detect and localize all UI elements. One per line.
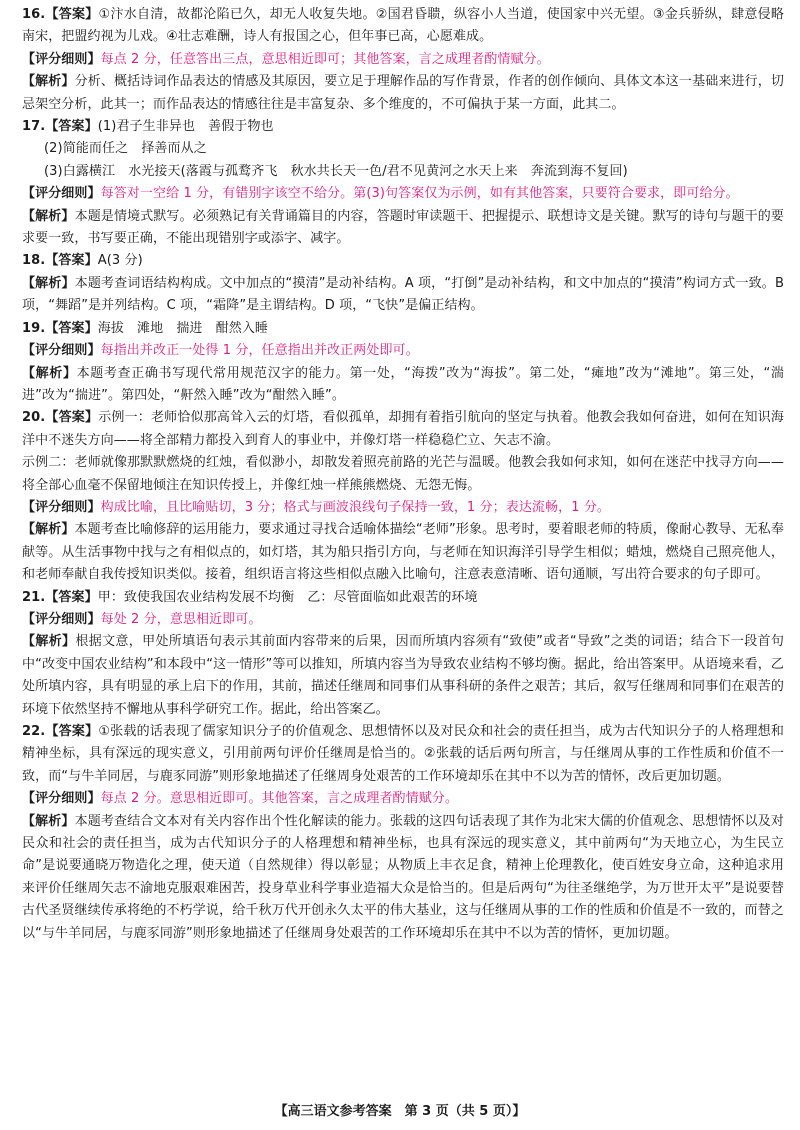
analysis-text: 本题是情境式默写。必须熟记有关背诵篇目的内容，答题时审读题干、把握提示、联想诗文是关键。默写的诗句与题干的要求要一致，书写要正确，不能出现错别字或添字、减字。: [22, 208, 784, 247]
analysis-tag: 【解析】: [22, 365, 77, 381]
analysis-text: 根据文意，甲处所填语句表示其前面内容带来的后果，因而所填内容须有“致使”或者“导致”之类的词语；结合下一段首句中“改变中国农业结构”和本段中“这一情形”等可以推知，所填内容当为导致农业结构不够均衡。据此，给出答案甲。从语境来看，乙处所填内容，具有明显的承上启下的作用，其前，描述任继周和同事们从事科研的条件之艰苦；其后，叙写任继周和同事们在艰苦的环境下依然坚持不懈地从事科学研究工作。据此，给出答案乙。: [22, 634, 784, 717]
answer-tag: 16.【答案】: [22, 7, 99, 22]
q20-example-2: 示例二：老师就像那默默燃烧的红烛，看似渺小，却散发着照亮前路的光芒与温暖。他教会我如何求知，如何在迷茫中找寻方向——将全部心血毫不保留地倾注在知识传授上，并像红烛一样熊熊燃烧、无怨无悔。: [22, 455, 784, 493]
q20-answer: [22, 407, 784, 452]
scoring-text: 每指出并改正一处得 1 分，任意指出并改正两处即可。: [100, 343, 419, 359]
answer-text: 示例一：老师恰似那高耸入云的灯塔，看似孤单，却拥有着指引航向的坚定与执着。他教会我如何奋进，如何在知识海洋中不迷失方向——将全部精力都投入到育人的事业中，并像灯塔一样稳稳伫立、矢志不渝。: [22, 410, 784, 448]
answer-line-1: (1)君子生非异也 善假于物也: [97, 119, 274, 135]
q19-answer: [22, 318, 784, 340]
answer-tag: 18.【答案】: [22, 253, 98, 269]
scoring-text: 构成比喻，且比喻贴切，3 分；格式与画波浪线句子保持一致，1 分；表达流畅，1 分。: [100, 499, 611, 515]
q21-answer: [22, 587, 784, 609]
analysis-text: 本题考查结合文本对有关内容作出个性化解读的能力。张载的这四句话表现了其作为北宋大儒的价值观念、思想情怀以及对民众和社会的责任担当，成为古代知识分子的人格理想和精神坐标，也具有深远的现实意义，其中前两句“为天地立心，为生民立命”是说要通晓万物造化之理，使天道（自然规律）得以彰显；从物质上丰衣足食，精神上伦理教化，使百姓安身立命，这种追求用来评价任继周矢志不渝地克服艰难困苦，投身草业科学事业造福大众是恰当的。但是后两句“为往圣继绝学，为万世开太平”是说要替古代圣贤继续传承将绝的不朽学说，给千秋万代开创永久太平的伟大基业，这与任继周从事的工作的性质和价值是不一致的，而替之以“与牛羊同居，与鹿豕同游”则形象地描述了任继周身处艰苦的工作环境却乐在其中不以为苦的情怀，更加切题。: [22, 813, 784, 941]
q18-answer: [22, 250, 784, 272]
q22-scoring: [22, 788, 784, 810]
q22-analysis: [22, 811, 784, 945]
answer-tag: 21.【答案】: [22, 589, 98, 605]
q21-scoring: [22, 609, 784, 631]
q16-scoring: [22, 49, 784, 71]
answer-text: 甲：致使我国农业结构发展不均衡 乙：尽管面临如此艰苦的环境: [97, 589, 478, 605]
answer-text: A(3 分): [97, 253, 143, 269]
q20-scoring: [22, 497, 784, 519]
answer-tag: 20.【答案】: [22, 410, 99, 426]
q21-analysis: [22, 631, 784, 721]
q18-analysis: [22, 273, 784, 318]
scoring-tag: 【评分细则】: [22, 611, 101, 627]
q17-answer-line-2: (2)简能而任之 择善而从之: [44, 141, 207, 157]
analysis-text: 本题考查词语结构构成。文中加点的“摸清”是动补结构。A 项，“打倒”是动补结构，和文中加点的“摸清”构词方式一致。B 项，“舞蹈”是并列结构。C 项，“霜降”是主谓结构。D 项，“飞快”是偏正结构。: [22, 275, 784, 314]
analysis-text: 本题考查比喻修辞的运用能力，要求通过寻找合适喻体描绘“老师”形象。思考时，要着眼老师的特质，像耐心教导、无私奉献等。从生活事物中找与之有相似点的，如灯塔，其为船只指引方向，与老师在知识海洋引导学生相似；蜡烛，燃烧自己照亮他人，和老师奉献自我传授知识类似。接着，组织语言将这些相似点融入比喻句，注意表意清晰、语句通顺，写出符合要求的句子即可。: [22, 522, 784, 583]
analysis-text: 本题考查正确书写现代常用规范汉字的能力。第一处，“海拨”改为“海拔”。第二处，“瘫地”改为“滩地”。第三处，“湍进”改为“揣进”。第四处，“鼾然入睡”改为“酣然入睡”。: [22, 365, 785, 403]
q17-answer: [22, 116, 784, 138]
analysis-tag: 【解析】: [22, 275, 75, 291]
answer-tag: 19.【答案】: [22, 320, 98, 336]
q19-analysis: [22, 363, 784, 408]
answer-text: 海拔 滩地 揣进 酣然入睡: [97, 320, 269, 336]
scoring-tag: 【评分细则】: [22, 343, 101, 359]
scoring-tag: 【评分细则】: [22, 499, 101, 515]
analysis-tag: 【解析】: [22, 813, 75, 829]
q16-answer: [22, 4, 784, 49]
scoring-text: 每处 2 分，意思相近即可。: [100, 611, 262, 627]
q17-scoring: [22, 183, 784, 205]
analysis-tag: 【解析】: [22, 208, 75, 224]
scoring-text: 每答对一空给 1 分，有错别字该空不给分。第(3)句答案仅为示例，如有其他答案，只要符合要求，即可给分。: [100, 186, 739, 202]
scoring-text: 每点 2 分，任意答出三点，意思相近即可；其他答案，言之成理者酌情赋分。: [100, 51, 550, 67]
q17-answer-line-3: (3)白露横江 水光接天(落霞与孤鹜齐飞 秋水共长天一色/君不见黄河之水天上来 奔流到海不复回): [44, 163, 628, 179]
scoring-tag: 【评分细则】: [22, 791, 101, 807]
q16-analysis: [22, 71, 784, 116]
answer-text: ①张载的话表现了儒家知识分子的价值观念、思想情怀以及对民众和社会的责任担当，成为古代知识分子的人格理想和精神坐标，具有深远的现实意义，引用前两句评价任继周是恰当的。②张载的话后两句所言，与任继周从事的工作性质和价值不一致，而“与牛羊同居，与鹿豕同游”则形象地描述了任继周身处艰苦的工作环境却乐在其中不以为苦的情怀，改后更加切题。: [22, 724, 785, 784]
answer-tag: 22.【答案】: [22, 724, 99, 739]
answer-tag: 17.【答案】: [22, 119, 98, 135]
q17-analysis: [22, 206, 784, 251]
answer-body: [22, 4, 784, 945]
answer-text: ①汴水自清，故都沦陷已久，却无人收复失地。②国君昏聩，纵容小人当道，使国家中兴无望。③金兵骄纵，肆意侵略南宋，把盟约视为儿戏。④壮志难酬，诗人有报国之心，但年事已高，心愿难成。: [22, 7, 784, 45]
analysis-text: 分析、概括诗词作品表达的情感及其原因，要立足于理解作品的写作背景，作者的创作倾向、具体文本这一基础来进行，切忌架空分析，此其一；而作品表达的情感往往是丰富复杂、多个维度的，不可偏执于某一方面，此其二。: [22, 74, 784, 112]
analysis-tag: 【解析】: [22, 522, 75, 538]
scoring-tag: 【评分细则】: [22, 51, 101, 67]
analysis-tag: 【解析】: [22, 634, 76, 650]
page-footer: 【高三语文参考答案 第 3 页（共 5 页）】: [274, 1104, 526, 1119]
scoring-tag: 【评分细则】: [22, 186, 101, 202]
q22-answer: [22, 721, 784, 788]
q20-analysis: [22, 519, 784, 586]
analysis-tag: 【解析】: [22, 74, 75, 90]
scoring-text: 每点 2 分。意思相近即可。其他答案，言之成理者酌情赋分。: [100, 791, 459, 807]
q19-scoring: [22, 340, 784, 362]
